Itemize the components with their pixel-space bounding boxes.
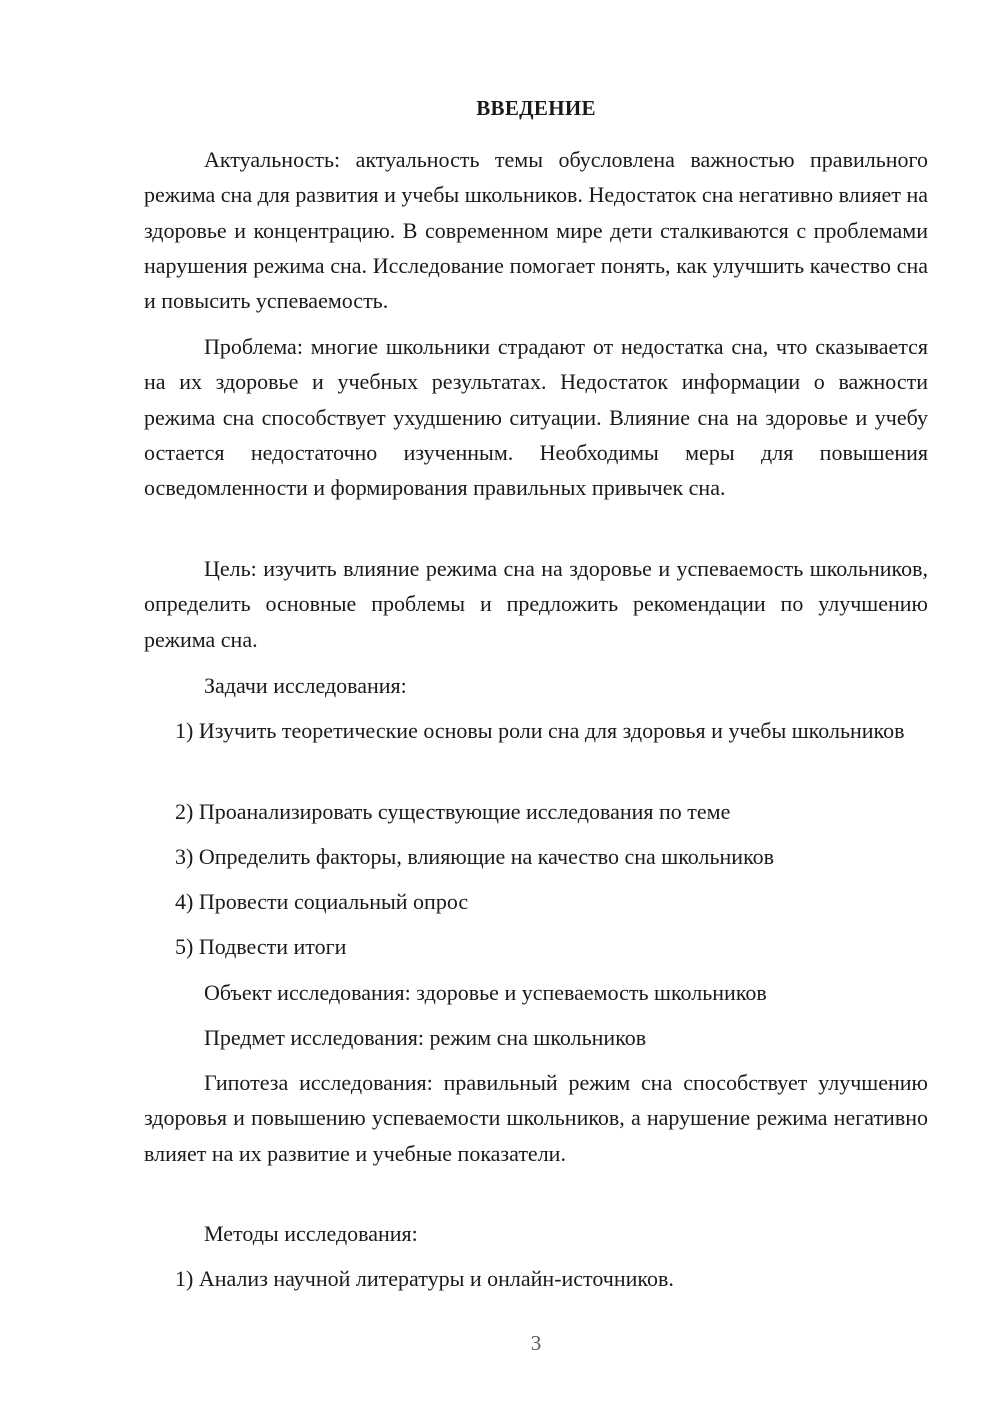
task-item: 5) Подвести итоги <box>175 934 347 959</box>
paragraph-subject: Предмет исследования: режим сна школьников <box>204 1025 647 1050</box>
paragraph-relevance: Актуальность: актуальность темы обусловлена важностью правильного режима сна для развития и учебы школьников. Недостаток сна негативно влияет на здоровье и концентрацию. В современном мире дети сталкиваются с проблемами нарушения режима сна. Исследование помогает понять, как улучшить качество сна и повысить успеваемость. <box>144 147 928 314</box>
method-item: 1) Анализ научной литературы и онлайн-источников. <box>175 1266 674 1291</box>
page-title: ВВЕДЕНИЕ <box>476 96 596 120</box>
page-number: 3 <box>530 1331 542 1355</box>
task-item: 3) Определить факторы, влияющие на качество сна школьников <box>175 844 775 869</box>
paragraph-hypothesis: Гипотеза исследования: правильный режим сна способствует улучшению здоровья и повышению успеваемости школьников, а нарушение режима негативно влияет на их развитие и учебные показатели. <box>144 1070 928 1166</box>
paragraph-goal: Цель: изучить влияние режима сна на здоровье и успеваемость школьников, определить основные проблемы и предложить рекомендации по улучшению режима сна. <box>144 556 928 652</box>
paragraph-problem: Проблема: многие школьники страдают от недостатка сна, что сказывается на их здоровье и учебных результатах. Недостаток информации о важности режима сна способствует ухудшению ситуации. Влияние сна на здоровье и учебу остается недостаточно изученным. Необходимы меры для повышения осведомленности и формирования правильных привычек сна. <box>144 334 928 501</box>
task-item: 2) Проанализировать существующие исследования по теме <box>175 799 731 824</box>
paragraph-object: Объект исследования: здоровье и успеваемость школьников <box>204 980 767 1005</box>
tasks-heading: Задачи исследования: <box>204 673 407 698</box>
methods-heading: Методы исследования: <box>204 1221 418 1246</box>
task-item: 1) Изучить теоретические основы роли сна для здоровья и учебы школьников <box>175 718 905 743</box>
task-item: 4) Провести социальный опрос <box>175 889 469 914</box>
